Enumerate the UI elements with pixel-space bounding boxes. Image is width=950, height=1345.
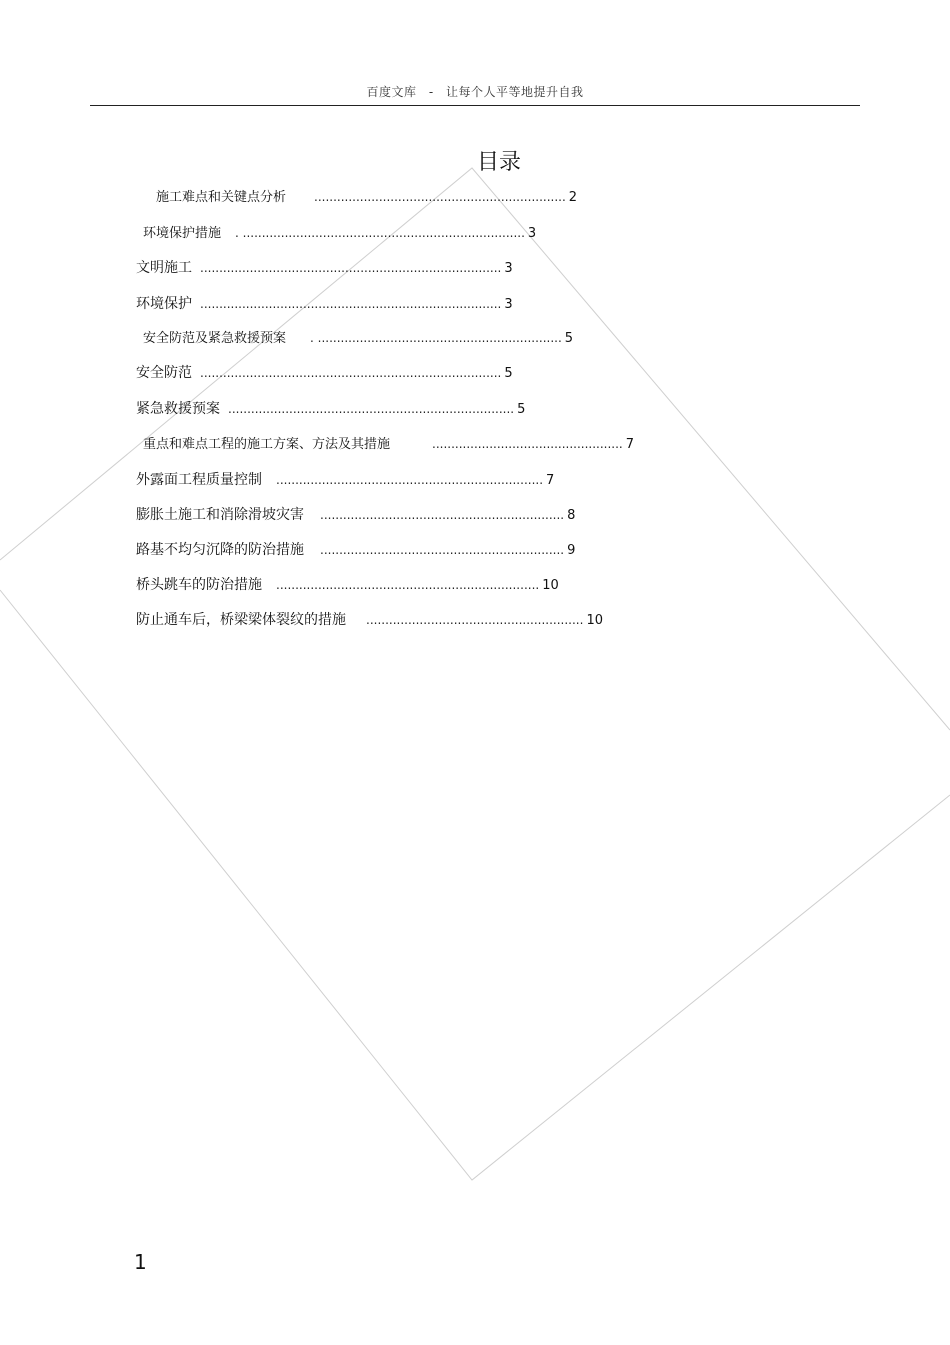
toc-entry[interactable] [136, 295, 513, 314]
toc-entry[interactable] [136, 471, 554, 490]
toc-entry-leader: ............................................................................... [200, 261, 502, 275]
toc-entry-label: 紧急救援预案 [136, 401, 220, 417]
toc-entry-page: 10 [542, 578, 559, 593]
toc-entry-label: 膨胀土施工和消除滑坡灾害 [136, 507, 304, 523]
toc-entry-page: 9 [567, 543, 576, 558]
toc-entry[interactable] [143, 224, 536, 243]
toc-entry-page: 10 [586, 613, 603, 628]
toc-entry-label: 文明施工 [136, 260, 192, 276]
toc-entry-leader: ................................................................ [320, 508, 565, 522]
toc-entry-leader: ............................................................................... [200, 297, 502, 311]
toc-entry-page: 7 [625, 437, 635, 452]
toc-entry[interactable] [136, 259, 513, 278]
toc-entry-page: 5 [504, 366, 513, 381]
header-separator: - [428, 85, 434, 99]
toc-entry[interactable] [143, 435, 634, 454]
toc-entry-page: 5 [517, 402, 526, 417]
toc-entry[interactable] [136, 506, 575, 525]
toc-entry-leader: ..................................................................... [276, 578, 540, 592]
toc-entry-page: 3 [527, 226, 537, 241]
header-slogan: 让每个人平等地提升自我 [446, 85, 584, 99]
toc-entry-label: 防止通车后，桥梁梁体裂纹的措施 [136, 612, 346, 628]
toc-entry-label: 重点和难点工程的施工方案、方法及其措施 [143, 437, 391, 452]
toc-entry[interactable] [143, 329, 573, 348]
toc-entry-leader: . .......................................................................... [235, 226, 525, 240]
toc-entry-page: 3 [504, 297, 513, 312]
toc-entry-page: 2 [568, 190, 578, 205]
toc-entry-page: 8 [567, 508, 576, 523]
toc-title: 目录 [476, 150, 521, 175]
toc-entry-page: 3 [504, 261, 513, 276]
toc-entry-label: 环境保护 [136, 296, 192, 312]
toc-entry-leader: . ................................................................ [310, 331, 562, 345]
toc-entry-leader: .................................................................. [314, 190, 566, 204]
toc-entry[interactable] [136, 576, 559, 595]
toc-entry-page: 7 [546, 473, 555, 488]
toc-entry-label: 桥头跳车的防治措施 [136, 577, 262, 593]
toc-entry-label: 路基不均匀沉降的防治措施 [136, 542, 304, 558]
toc-entry-leader: ......................................................... [366, 613, 584, 627]
page-number: 1 [134, 1250, 147, 1274]
toc-entry-label: 施工难点和关键点分析 [156, 190, 287, 205]
header-site: 百度文库 [366, 85, 417, 99]
toc-entry[interactable] [156, 188, 577, 207]
page-header [0, 83, 950, 100]
toc-entry-leader: ...................................................................... [276, 473, 544, 487]
toc-entry[interactable] [136, 611, 603, 630]
toc-entry[interactable] [136, 400, 525, 419]
toc-entry-leader: .................................................. [432, 437, 623, 451]
toc-entry[interactable] [136, 541, 575, 560]
toc-entry-label: 安全防范 [136, 365, 192, 381]
toc-entry[interactable] [136, 364, 513, 383]
toc-entry-page: 5 [564, 331, 574, 346]
toc-entry-label: 安全防范及紧急救援预案 [143, 331, 287, 346]
header-rule [90, 105, 860, 106]
toc-entry-label: 环境保护措施 [143, 226, 222, 241]
toc-entry-label: 外露面工程质量控制 [136, 472, 262, 488]
toc-entry-leader: ............................................................................... [200, 366, 502, 380]
toc-entry-leader: ........................................................................... [228, 402, 515, 416]
toc-entry-leader: ................................................................ [320, 543, 565, 557]
